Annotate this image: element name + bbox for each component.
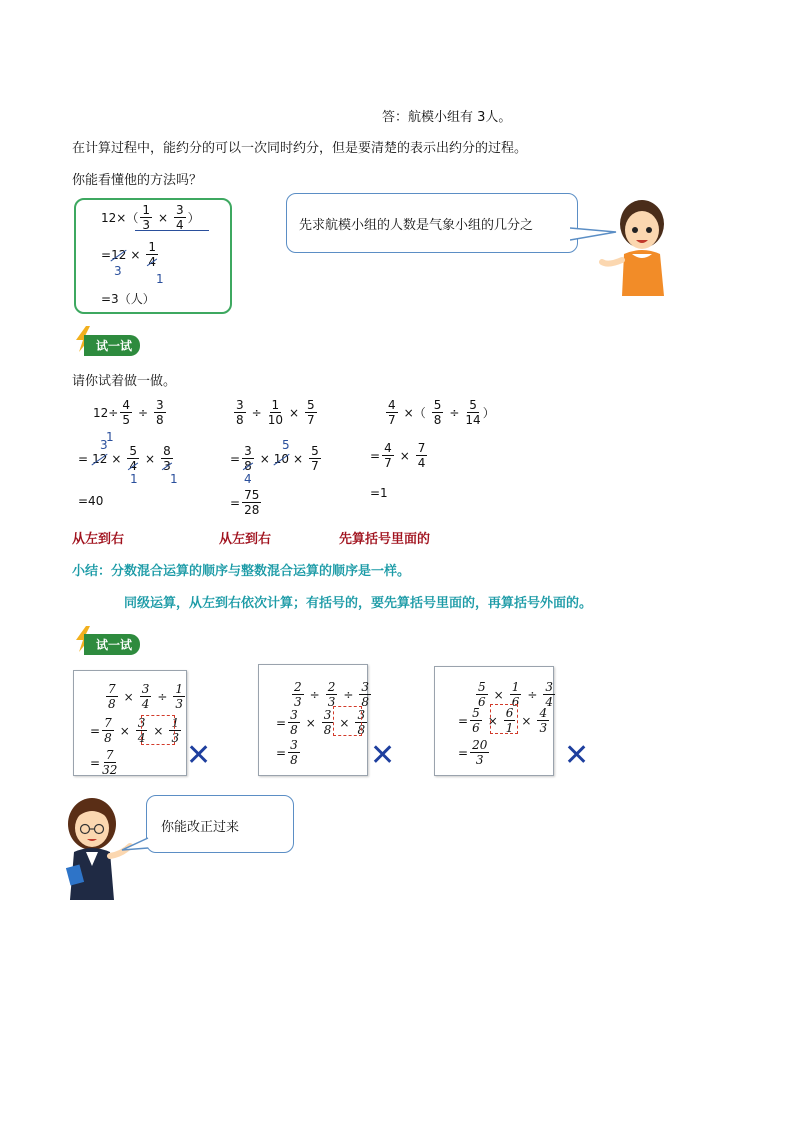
example-cancel-1: 1 — [156, 272, 164, 286]
p3-result: =1 — [370, 486, 388, 500]
card-3-line-2: = $\frac{5}{6}$ × $\frac{6}{1}$ × $\frac{4}{3}$ — [458, 706, 548, 735]
try-tag-1: 试一试 — [84, 335, 140, 356]
wrong-mark-2: ✕ — [370, 738, 396, 773]
example-frac-2: $\frac{3}{4}$ — [176, 203, 184, 232]
question-line: 你能看懂他的方法吗？ — [72, 173, 203, 188]
wrong-mark-1: ✕ — [186, 738, 212, 773]
p1-cancel-1c: 1 — [170, 472, 178, 486]
p1-result: =40 — [78, 494, 104, 508]
problem-1-line-2: = 12 × $\frac{5}{4}$ × $\frac{8}{3}$ — [78, 444, 171, 473]
card-2-line-2: = $\frac{3}{8}$ × $\frac{3}{8}$ × $\frac{3}{8}$ — [276, 708, 366, 737]
boy-speech-bubble — [286, 193, 578, 253]
problem-3-line-2: = $\frac{4}{7}$ × $\frac{7}{4}$ — [370, 441, 426, 470]
example-frac-1: $\frac{1}{3}$ — [142, 203, 150, 232]
example-row1-prefix: 12×（ — [101, 211, 139, 225]
problem-3-line-1: $\frac{4}{7}$ ×（ $\frac{5}{8}$ ÷ $\frac{5}{14}$ ） — [388, 398, 495, 427]
teacher-speech-bubble — [146, 795, 294, 853]
example-op: × — [157, 210, 169, 225]
teacher-bubble-text: 你能改正过来 — [161, 820, 240, 835]
try-tag-2: 试一试 — [84, 634, 140, 655]
card-3-result: = $\frac{20}{3}$ — [458, 738, 488, 767]
problem-2-line-2: = $\frac{3}{8}$ × 10 × $\frac{5}{7}$ — [230, 444, 319, 473]
example-row2-op: × — [130, 247, 141, 262]
wrong-mark-3: ✕ — [564, 738, 590, 773]
p1-label: 从左到右 — [72, 532, 125, 547]
card-2-highlight — [333, 706, 362, 736]
try-instruction: 请你试着做一做。 — [72, 374, 177, 389]
teacher-bubble-tail — [120, 836, 150, 856]
example-row-2 — [101, 240, 160, 269]
problem-1-line-1: 12÷ $\frac{4}{5}$ ÷ $\frac{3}{8}$ — [93, 398, 164, 427]
example-row-1 — [101, 203, 200, 232]
card-2-line-1: $\frac{2}{3}$ ÷ $\frac{2}{3}$ ÷ $\frac{3}{8}$ — [294, 680, 370, 709]
card-3-highlight — [490, 704, 518, 734]
p2-cancel-4: 4 — [244, 472, 252, 486]
boy-illustration — [598, 196, 678, 296]
p1-cancel-3: 3 — [100, 438, 108, 452]
card-2-result: = $\frac{3}{8}$ — [276, 738, 298, 767]
example-underline — [135, 230, 209, 231]
example-row2-frac: $\frac{1}{4}$ — [148, 240, 157, 269]
problem-2-line-1: $\frac{3}{8}$ ÷ $\frac{1}{10}$ × $\frac{5}{7}$ — [236, 398, 315, 427]
example-cancel-3: 3 — [114, 264, 122, 278]
p1-cancel-1b: 1 — [130, 472, 138, 486]
card-1-line-2: = $\frac{7}{8}$ × $\frac{3}{4}$ × $\frac{1}{3}$ — [90, 716, 180, 745]
example-row2-twelve: 12 — [111, 247, 127, 262]
note-line: 在计算过程中，能约分的可以一次同时约分，但是要清楚的表示出约分的过程。 — [72, 141, 528, 156]
p1-cancel-1a: 1 — [106, 430, 114, 444]
p2-cancel-5: 5 — [282, 438, 290, 452]
example-row1-suffix: ） — [187, 211, 200, 225]
example-row2-eq: = — [101, 247, 112, 262]
p2-label: 从左到右 — [219, 532, 272, 547]
card-1-line-1: $\frac{7}{8}$ × $\frac{3}{4}$ ÷ $\frac{1}{3}$ — [108, 682, 184, 711]
p3-label: 先算括号里面的 — [339, 532, 431, 547]
summary-1: 小结：分数混合运算的顺序与整数混合运算的顺序是一样。 — [72, 564, 411, 579]
card-1-result: = $\frac{7}{32}$ — [90, 748, 118, 777]
summary-2: 同级运算，从左到右依次计算；有括号的，要先算括号里面的，再算括号外面的。 — [124, 596, 593, 611]
p2-result: = $\frac{75}{28}$ — [230, 488, 260, 517]
card-1-highlight — [141, 715, 175, 745]
example-row-3: =3（人） — [101, 292, 155, 306]
boy-bubble-text: 先求航模小组的人数是气象小组的几分之 — [299, 218, 534, 233]
answer-line: 答：航模小组有 3人。 — [382, 110, 512, 125]
card-3-line-1: $\frac{5}{6}$ × $\frac{1}{6}$ ÷ $\frac{3}{4}$ — [478, 680, 554, 709]
